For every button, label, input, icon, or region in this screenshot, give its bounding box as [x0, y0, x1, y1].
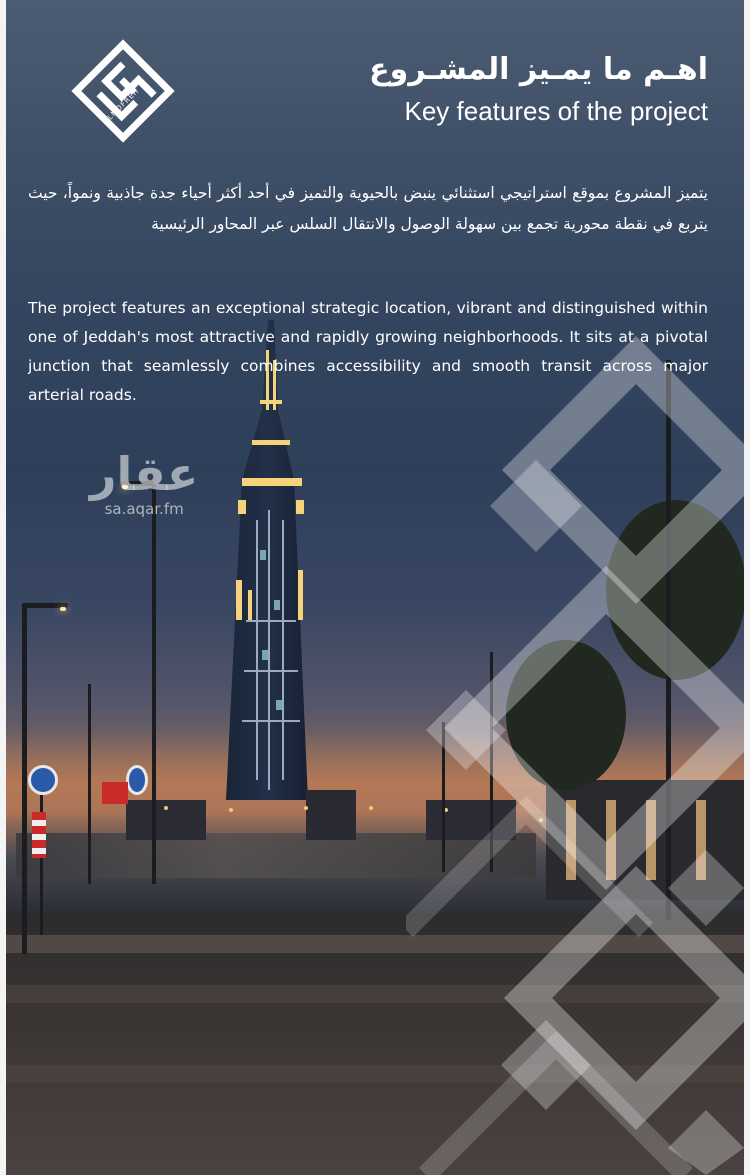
description-arabic: يتميز المشروع بموقع استراتيجي استثنائي ينبض بالحيوية والتميز في أحد أكثر أحياء جدة جاذبية ونمواً، حيث يتربع في نقطة محورية تجمع بين سهولة الوصول والانتقال السلس عبر المحاور الرئيسية	[28, 184, 708, 233]
watermark-url: sa.aqar.fm	[104, 500, 184, 518]
lamp-light	[60, 607, 66, 611]
street-lamp	[88, 684, 91, 884]
street-lamp	[490, 652, 493, 872]
watermark	[90, 448, 198, 518]
street-lamp	[666, 360, 671, 920]
tree	[606, 500, 744, 680]
chevron-sign	[32, 812, 46, 858]
ground	[6, 915, 744, 1175]
road-sign	[126, 765, 148, 795]
street-lamp	[22, 606, 27, 954]
feature-page	[6, 0, 744, 1175]
chevron-sign	[102, 782, 128, 804]
title-arabic: اهـم ما يمـيز المشـروع	[369, 52, 708, 87]
logo-wordmark: ALMOFREH	[102, 86, 141, 126]
tree	[506, 640, 626, 790]
street-lamp	[152, 484, 156, 884]
title-english: Key features of the project	[404, 96, 708, 126]
road-sign	[28, 765, 58, 795]
description-english: The project features an exceptional strategic location, vibrant and distinguished within one of Jeddah's most attractive and rapidly growing neighborhoods. It sits at a pivotal junction that seamlessly combines accessibility and smooth transit across major arterial roads.	[28, 299, 708, 404]
street-lamp	[442, 722, 445, 872]
almofreh-logo	[68, 36, 178, 146]
watermark-brand: عقار	[90, 447, 199, 501]
